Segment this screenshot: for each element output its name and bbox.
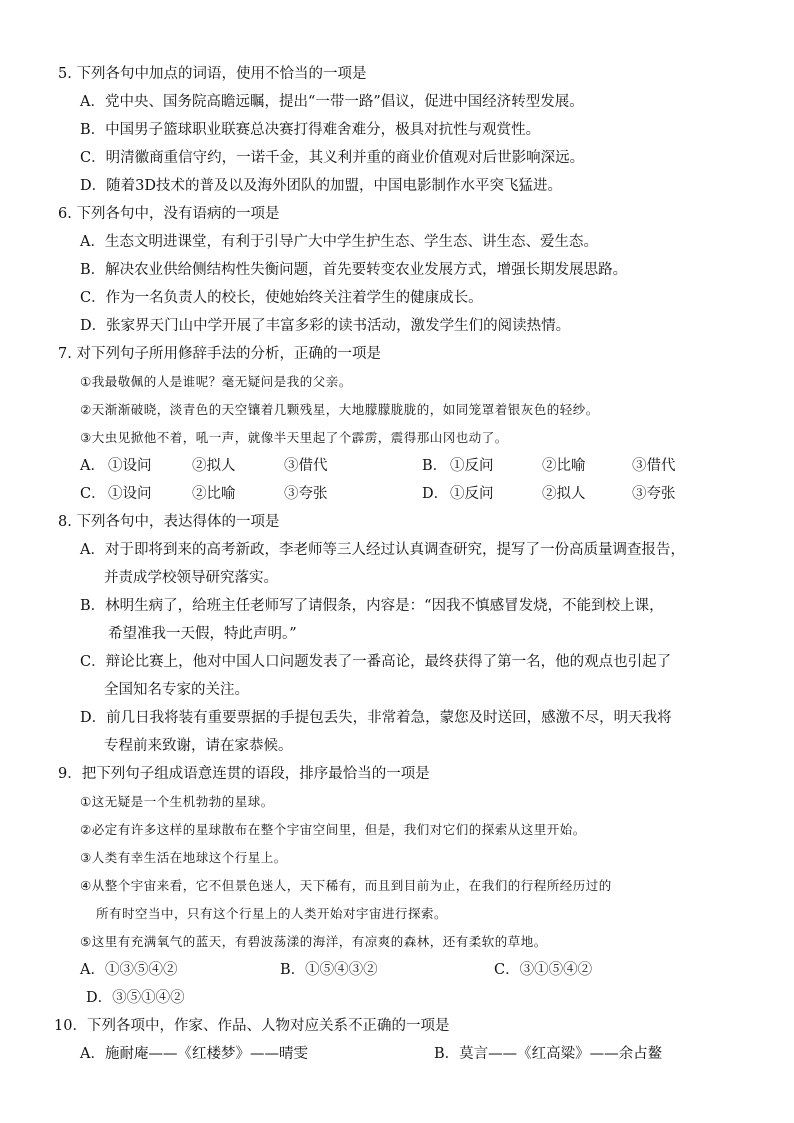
question-8-option-c: C．辩论比赛上，他对中国人口问题发表了一番高论，最终获得了第一名，他的观点也引起了: [80, 654, 672, 670]
question-7-stem: 7. 对下列句子所用修辞手法的分析，正确的一项是: [58, 346, 381, 362]
question-9-option-d: D．③⑤①④②: [86, 990, 185, 1006]
option-item-1: ①反问: [450, 458, 494, 474]
question-10-stem: 10．下列各项中，作家、作品、人物对应关系不正确的一项是: [54, 1018, 450, 1034]
question-7-sentence-2: ②天渐渐破晓，淡青色的天空镶着几颗残星，大地朦朦胧胧的，如同笼罩着银灰色的轻纱。: [80, 402, 599, 417]
option-item-1: ①设问: [108, 486, 152, 502]
question-8-option-d-cont: 专程前来致谢，请在家恭候。: [104, 738, 293, 754]
question-5-option-c: C．明清徽商重信守约，一诺千金，其义利并重的商业价值观对后世影响深远。: [80, 150, 585, 166]
question-7-sentence-1: ①我最敬佩的人是谁呢？毫无疑问是我的父亲。: [80, 374, 352, 389]
option-item-2: ②拟人: [192, 458, 236, 474]
question-9-sentence-4: ④从整个宇宙来看，它不但景色迷人，天下稀有，而且到目前为止，在我们的行程所经历过的: [80, 878, 612, 893]
question-10-option-a: A．施耐庵——《红楼梦》——晴雯: [80, 1046, 308, 1062]
question-8-option-a: A．对于即将到来的高考新政，李老师等三人经过认真调查研究，提写了一份高质量调查报告，: [80, 542, 685, 558]
option-item-3: ③借代: [284, 458, 328, 474]
question-5-option-d: D．随着3D技术的普及以及海外团队的加盟，中国电影制作水平突飞猛进。: [80, 178, 562, 194]
option-item-3: ③夸张: [284, 486, 328, 502]
question-5-option-a: A．党中央、国务院高瞻远瞩，提出“一带一路”倡议，促进中国经济转型发展。: [80, 94, 584, 110]
question-7-sentence-3: ③大虫见掀他不着，吼一声，就像半天里起了个霹雳，震得那山冈也动了。: [80, 430, 508, 445]
option-label: D．: [422, 486, 449, 502]
option-label: C．: [80, 486, 106, 502]
question-6-option-c: C．作为一名负责人的校长，使她始终关注着学生的健康成长。: [80, 290, 483, 306]
question-9-stem: 9．把下列句子组成语意连贯的语段，排序最恰当的一项是: [58, 766, 430, 782]
question-9-sentence-4-cont: 所有时空当中，只有这个行星上的人类开始对宇宙进行探索。: [96, 906, 448, 921]
option-item-2: ②比喻: [192, 486, 236, 502]
question-9-sentence-1: ①这无疑是一个生机勃勃的星球。: [80, 794, 274, 809]
question-8-option-a-cont: 并责成学校领导研究落实。: [104, 570, 278, 586]
question-10-option-b: B．莫言——《红高粱》——余占鳌: [434, 1046, 663, 1062]
question-9-sentence-3: ③人类有幸生活在地球这个行星上。: [80, 850, 287, 865]
question-6-option-d: D．张家界天门山中学开展了丰富多彩的读书活动，激发学生们的阅读热情。: [80, 318, 571, 334]
question-9-sentence-5: ⑤这里有充满氧气的蓝天，有碧波荡漾的海洋，有凉爽的森林，还有柔软的草地。: [80, 934, 547, 949]
option-item-2: ②拟人: [542, 486, 586, 502]
question-8-option-b: B．林明生病了，给班主任老师写了请假条，内容是：“因我不慎感冒发烧，不能到校上课，: [80, 598, 664, 614]
option-label: A．: [80, 458, 105, 474]
question-6-stem: 6. 下列各句中，没有语病的一项是: [58, 206, 280, 222]
question-8-option-c-cont: 全国知名专家的关注。: [104, 682, 249, 698]
question-6-option-a: A．生态文明进课堂，有利于引导广大中学生护生态、学生态、讲生态、爱生态。: [80, 234, 598, 250]
question-9-option-c: C．③①⑤④②: [494, 962, 593, 978]
question-9-sentence-2: ②必定有许多这样的星球散布在整个宇宙空间里，但是，我们对它们的探索从这里开始。: [80, 822, 586, 837]
option-item-3: ③夸张: [632, 486, 676, 502]
option-item-2: ②比喻: [542, 458, 586, 474]
option-item-1: ①设问: [108, 458, 152, 474]
question-8-stem: 8. 下列各句中，表达得体的一项是: [58, 514, 280, 530]
option-label: B．: [422, 458, 448, 474]
option-item-1: ①反问: [450, 486, 494, 502]
question-8-option-d: D．前几日我将装有重要票据的手提包丢失，非常着急，蒙您及时送回，感激不尽，明天我将: [80, 710, 672, 726]
question-5-stem: 5. 下列各句中加点的词语，使用不恰当的一项是: [58, 66, 367, 82]
question-9-option-b: B．①⑤④③②: [280, 962, 378, 978]
option-item-3: ③借代: [632, 458, 676, 474]
question-5-option-b: B．中国男子篮球职业联赛总决赛打得难舍难分，极具对抗性与观赏性。: [80, 122, 541, 138]
question-6-option-b: B．解决农业供给侧结构性失衡问题，首先要转变农业发展方式，增强长期发展思路。: [80, 262, 628, 278]
question-8-option-b-cont: 希望准我一天假，特此声明。”: [108, 626, 297, 642]
question-9-option-a: A．①③⑤④②: [80, 962, 178, 978]
